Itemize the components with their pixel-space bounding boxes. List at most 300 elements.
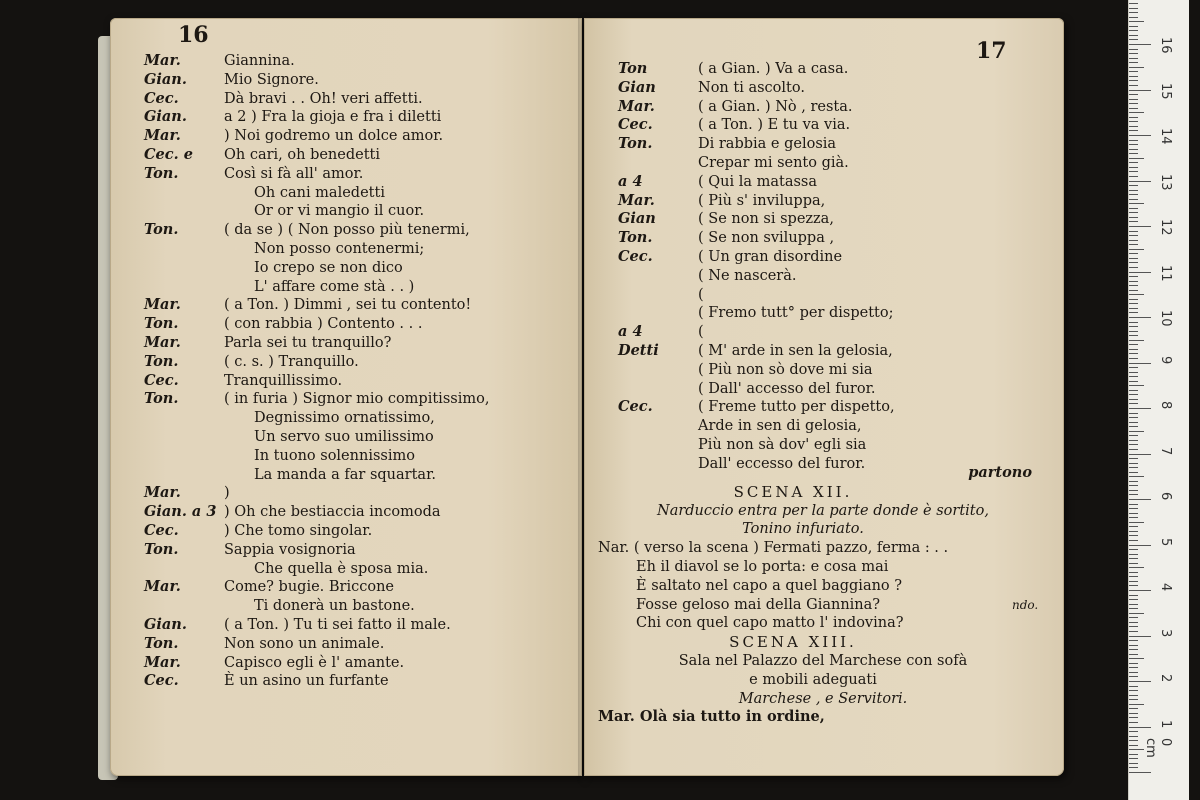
ruler-tick <box>1129 690 1138 691</box>
ruler-tick <box>1129 394 1138 395</box>
dialogue-line <box>144 334 574 353</box>
ruler-tick <box>1129 540 1138 541</box>
ruler-tick <box>1129 117 1138 118</box>
ruler-tick <box>1129 217 1138 218</box>
dialogue-line <box>144 240 574 259</box>
dialogue-line <box>144 353 574 372</box>
line-text: Che quella è sposa mia. <box>254 560 429 577</box>
ruler-tick <box>1129 717 1138 718</box>
ruler-tick <box>1129 344 1138 345</box>
ruler-tick <box>1129 121 1138 122</box>
dialogue-line <box>618 323 1038 342</box>
line-text: ( Se non sviluppa , <box>698 230 835 247</box>
ruler-tick <box>1129 572 1138 573</box>
dialogue-line <box>144 184 574 203</box>
dialogue-line <box>144 296 574 315</box>
speaker-label: Mar. <box>144 578 181 596</box>
ruler-tick <box>1129 185 1138 186</box>
ruler-tick <box>1129 171 1138 172</box>
ruler-tick <box>1129 417 1138 418</box>
ruler-tick <box>1129 49 1138 50</box>
dialogue-line <box>144 221 574 240</box>
line-text: ( Un gran disordine <box>698 248 843 265</box>
line-text: ) Che tomo singolar. <box>224 522 373 539</box>
dialogue-line <box>618 417 1038 436</box>
speaker-label: Mar. <box>618 191 655 209</box>
ruler-tick <box>1129 208 1138 209</box>
right-page <box>584 18 1064 776</box>
speaker-label: Ton. <box>144 164 179 182</box>
speaker-label: Ton. <box>144 315 179 333</box>
line-text: a 2 ) Fra la gioja e fra i diletti <box>224 109 442 126</box>
ruler-label: 14 <box>1158 128 1173 145</box>
ruler-tick <box>1129 526 1138 527</box>
ruler-tick <box>1129 576 1138 577</box>
speaker-label: Cec. <box>144 672 179 690</box>
ruler-tick <box>1129 221 1138 222</box>
ruler-tick <box>1129 490 1138 491</box>
ruler-tick <box>1129 431 1144 432</box>
ruler-tick <box>1129 758 1138 759</box>
line-text: ) <box>224 485 230 502</box>
ruler-tick <box>1129 58 1138 59</box>
ruler-tick <box>1129 340 1144 341</box>
speaker-label: Mar. <box>144 296 181 314</box>
ruler-label: 6 <box>1158 492 1173 501</box>
ruler-tick <box>1129 76 1138 77</box>
dialogue-line <box>144 522 574 541</box>
ruler-label: 13 <box>1158 173 1173 191</box>
ruler-tick <box>1129 554 1138 555</box>
dialogue-line <box>618 286 1038 305</box>
ruler-tick <box>1129 699 1138 700</box>
ruler-tick <box>1129 262 1138 263</box>
stage-direction: Narduccio entra per la parte donde è sortito, <box>657 502 989 519</box>
ruler-tick <box>1129 745 1138 746</box>
ruler-tick <box>1129 590 1151 591</box>
dialogue-line <box>618 436 1038 455</box>
ruler-tick <box>1129 308 1138 309</box>
ruler-tick <box>1129 21 1144 22</box>
left-page-text <box>144 52 574 691</box>
ruler-tick <box>1129 17 1138 18</box>
line-text: In tuono solennissimo <box>254 447 415 464</box>
ruler-tick <box>1129 372 1138 373</box>
ruler-tick <box>1129 585 1138 586</box>
ruler-tick <box>1129 126 1138 127</box>
line-text: ( <box>698 324 704 341</box>
speaker-label: Mar. <box>618 97 655 115</box>
ruler-tick <box>1129 622 1138 623</box>
speaker-label: Gian <box>618 210 656 228</box>
ruler-tick <box>1129 112 1144 113</box>
line-text: ( Freme tutto per dispetto, <box>698 399 895 416</box>
ruler-tick <box>1129 413 1138 414</box>
ruler-tick <box>1129 440 1138 441</box>
speaker-label: Mar. <box>144 333 181 351</box>
line-text: ( Più non sò dove mi sia <box>698 361 873 378</box>
ruler-label: 5 <box>1158 537 1173 546</box>
speaker-label: a 4 <box>618 323 643 341</box>
speaker-label: Detti <box>618 341 659 359</box>
dialogue-line: Chi con quel capo matto l' indovina? <box>636 615 904 632</box>
line-text: Degnissimo ornatissimo, <box>254 410 435 427</box>
ruler-tick <box>1129 130 1138 131</box>
speaker-label: Mar. <box>144 52 181 69</box>
dialogue-line <box>144 165 574 184</box>
dialogue-line: Fosse geloso mai della Giannina? <box>636 596 881 613</box>
ruler-tick <box>1129 613 1144 614</box>
right-page-text <box>618 60 1038 474</box>
line-text: Dall' eccesso del furor. <box>698 455 866 472</box>
dialogue-line <box>144 672 574 691</box>
line-text: Così si fà all' amor. <box>224 165 364 182</box>
dialogue-line <box>618 98 1038 117</box>
ruler-label: 7 <box>1158 446 1173 455</box>
speaker-label: Ton. <box>144 540 179 558</box>
dialogue-line <box>144 390 574 409</box>
speaker-label: Ton. <box>618 135 653 153</box>
ruler-tick <box>1129 626 1138 627</box>
line-text: Capisco egli è l' amante. <box>224 654 405 671</box>
ruler-tick <box>1129 8 1138 9</box>
speaker-label: Ton. <box>144 390 179 408</box>
ruler-tick <box>1129 631 1138 632</box>
speaker-label: Gian. <box>144 108 187 126</box>
ruler-tick <box>1129 231 1138 232</box>
ruler-tick <box>1129 317 1151 318</box>
dialogue-line <box>144 597 574 616</box>
ruler-tick <box>1129 636 1151 637</box>
line-text: Sappia vosignoria <box>224 541 356 558</box>
dialogue-line <box>144 108 574 127</box>
ruler-tick <box>1129 53 1138 54</box>
page-number: 16 <box>178 22 209 48</box>
speaker-label: Cec. <box>144 89 179 107</box>
ruler-tick <box>1129 649 1138 650</box>
line-text: Come? bugie. Briccone <box>224 579 394 596</box>
line-text: Crepar mi sento già. <box>698 154 849 171</box>
line-text: Mio Signore. <box>224 71 319 88</box>
dialogue-line <box>144 71 574 90</box>
ruler-label: 11 <box>1158 264 1173 282</box>
ruler-tick <box>1129 736 1138 737</box>
dialogue-line <box>144 447 574 466</box>
dialogue-line <box>144 278 574 297</box>
ruler-tick <box>1129 181 1151 182</box>
ruler-tick <box>1129 135 1151 136</box>
ruler-tick <box>1129 458 1138 459</box>
ruler-tick <box>1129 654 1138 655</box>
ruler-tick <box>1129 695 1138 696</box>
ruler-tick <box>1129 727 1151 728</box>
ruler-tick <box>1129 767 1138 768</box>
ruler-tick <box>1129 617 1138 618</box>
line-text: Arde in sen di gelosia, <box>698 418 862 435</box>
dialogue-line <box>144 466 574 485</box>
ruler-tick <box>1129 312 1138 313</box>
dialogue-line <box>144 560 574 579</box>
dialogue-line <box>144 127 574 146</box>
line-text: ( Ne nascerà. <box>698 267 797 284</box>
ruler-tick <box>1129 472 1138 473</box>
ruler-tick <box>1129 713 1138 714</box>
line-text: ( Più s' inviluppa, <box>698 192 826 209</box>
ruler-label: 10 <box>1158 310 1173 327</box>
ruler-tick <box>1129 403 1138 404</box>
line-text: ( Se non si spezza, <box>698 211 834 228</box>
scene-persons: Marchese , e Servitori. <box>738 690 908 707</box>
ruler-label: 0 cm <box>1143 738 1173 758</box>
ruler-tick <box>1129 85 1138 86</box>
dialogue-line <box>144 484 574 503</box>
dialogue-line <box>618 229 1038 248</box>
line-text: L' affare come stà . . ) <box>254 278 415 295</box>
speaker-label: Cec. <box>618 247 653 265</box>
speaker-label: Ton. <box>144 221 179 239</box>
ruler-tick <box>1129 176 1138 177</box>
line-text: ) Oh che bestiaccia incomoda <box>224 504 441 521</box>
ruler-tick <box>1129 71 1138 72</box>
ruler-tick <box>1129 608 1138 609</box>
ruler-tick <box>1129 194 1138 195</box>
line-text: ( c. s. ) Tranquillo. <box>224 353 359 370</box>
dialogue-line: Mar. Olà sia tutto in ordine, <box>598 708 825 726</box>
ruler-tick <box>1129 658 1144 659</box>
line-text: ( da se ) ( Non posso più tenermi, <box>224 222 470 239</box>
speaker-label: Gian. a 3 <box>144 503 217 521</box>
speaker-label: Gian. <box>144 70 187 88</box>
ruler-tick <box>1129 494 1138 495</box>
scene-setting: Sala nel Palazzo del Marchese con sofà <box>678 652 968 669</box>
ruler-tick <box>1129 140 1138 141</box>
ruler-tick <box>1129 535 1138 536</box>
ruler-tick <box>1129 281 1138 282</box>
dialogue-line <box>618 304 1038 323</box>
ruler-tick <box>1129 604 1138 605</box>
exit-direction-line <box>618 464 1048 483</box>
dialogue-line <box>618 267 1038 286</box>
ruler-tick <box>1129 399 1138 400</box>
speaker-label: Ton. <box>618 229 653 247</box>
ruler-tick <box>1129 772 1151 773</box>
speaker-label: Cec. <box>144 371 179 389</box>
ruler-tick <box>1129 62 1138 63</box>
dialogue-line <box>618 192 1038 211</box>
ruler-tick <box>1129 276 1138 277</box>
ruler-tick <box>1129 335 1138 336</box>
dialogue-line <box>618 248 1038 267</box>
ruler-tick <box>1129 35 1138 36</box>
ruler-tick <box>1129 513 1138 514</box>
exit-direction: partono <box>968 464 1032 481</box>
ruler-tick <box>1129 531 1138 532</box>
ruler-tick <box>1129 640 1138 641</box>
line-text: Non posso contenermi; <box>254 240 425 257</box>
ruler-tick <box>1129 3 1138 4</box>
ruler-label: 8 <box>1158 401 1173 410</box>
ruler-tick <box>1129 326 1138 327</box>
speaker-label: Cec. <box>618 398 653 416</box>
dialogue-line <box>618 210 1038 229</box>
ruler-tick <box>1129 322 1138 323</box>
speaker-label: Cec. e <box>144 145 193 163</box>
ruler-tick <box>1129 517 1138 518</box>
line-text: Dà bravi . . Oh! veri affetti. <box>224 90 423 107</box>
ruler-tick <box>1129 294 1144 295</box>
ruler-tick <box>1129 253 1138 254</box>
ruler-tick <box>1129 454 1151 455</box>
ruler-tick <box>1129 272 1151 273</box>
ruler-tick <box>1129 267 1138 268</box>
ruler-tick <box>1129 244 1138 245</box>
ruler-tick <box>1129 563 1138 564</box>
scene-title: SCENA XIII. <box>729 633 857 652</box>
ruler-tick <box>1129 353 1138 354</box>
ruler-tick <box>1129 226 1151 227</box>
line-text: Or or vi mangio il cuor. <box>254 203 425 220</box>
ruler-tick <box>1129 349 1138 350</box>
ruler-tick <box>1129 508 1138 509</box>
line-text: Tranquillissimo. <box>224 372 343 389</box>
ruler-tick <box>1129 504 1138 505</box>
ruler-tick <box>1129 358 1138 359</box>
ruler-tick <box>1129 449 1138 450</box>
line-text: ( a Gian. ) Va a casa. <box>698 61 849 77</box>
dialogue-line <box>144 428 574 447</box>
dialogue-line <box>618 60 1038 79</box>
line-text: Un servo suo umilissimo <box>254 428 434 445</box>
dialogue-line: Eh il diavol se lo porta: e cosa mai <box>636 558 889 575</box>
ruler-tick <box>1129 722 1138 723</box>
dialogue-line <box>144 146 574 165</box>
ruler-tick <box>1129 681 1151 682</box>
ruler-tick <box>1129 249 1144 250</box>
dialogue-line <box>144 635 574 654</box>
ruler-tick <box>1129 258 1138 259</box>
dialogue-line <box>144 616 574 635</box>
right-page-lower-text <box>598 464 1048 727</box>
speaker-label: Mar. <box>144 127 181 145</box>
line-text: È un asino un furfante <box>224 673 389 690</box>
ruler-tick <box>1129 162 1138 163</box>
ruler-tick <box>1129 463 1138 464</box>
line-text: ( M' arde in sen la gelosia, <box>698 342 893 359</box>
ruler-tick <box>1129 740 1138 741</box>
ruler-tick <box>1129 153 1138 154</box>
speaker-label: Cec. <box>144 521 179 539</box>
ruler-label: 9 <box>1158 355 1173 364</box>
ruler-tick <box>1129 94 1138 95</box>
ruler-tick <box>1129 581 1138 582</box>
dialogue-line <box>618 361 1038 380</box>
ruler-tick <box>1129 199 1138 200</box>
ruler-tick <box>1129 390 1138 391</box>
dialogue-line <box>618 135 1038 154</box>
dialogue-line: È saltato nel capo a quel baggiano ? <box>636 577 903 594</box>
ruler-tick <box>1129 290 1138 291</box>
ruler-tick <box>1129 731 1138 732</box>
ruler-tick <box>1129 754 1138 755</box>
ruler-tick <box>1129 12 1138 13</box>
ruler-tick <box>1129 190 1138 191</box>
left-page <box>110 18 582 776</box>
ruler-label: 16 <box>1158 37 1173 54</box>
ruler-label: 15 <box>1158 82 1173 100</box>
ruler-tick <box>1129 26 1138 27</box>
dialogue-line <box>144 202 574 221</box>
ruler-tick <box>1129 376 1138 377</box>
ruler-tick <box>1129 499 1151 500</box>
ruler-tick <box>1129 672 1138 673</box>
ruler-tick <box>1129 545 1151 546</box>
ruler-tick <box>1129 103 1138 104</box>
ruler-tick <box>1129 676 1138 677</box>
line-text: Più non sà dov' egli sia <box>698 436 867 453</box>
ruler-tick <box>1129 595 1138 596</box>
line-text: ( <box>698 286 704 303</box>
ruler-tick <box>1129 704 1144 705</box>
dialogue-line <box>618 342 1038 361</box>
ruler-tick <box>1129 567 1144 568</box>
ruler-tick <box>1129 167 1138 168</box>
ruler-tick <box>1129 285 1138 286</box>
ruler-tick <box>1129 158 1144 159</box>
scene-title: SCENA XII. <box>733 482 853 501</box>
line-text: ( a Ton. ) E tu va via. <box>698 117 851 134</box>
line-text: ( a Gian. ) Nò , resta. <box>698 98 853 115</box>
ruler-label: 3 <box>1158 628 1173 637</box>
line-text: ( Qui la matassa <box>698 173 818 190</box>
ruler-tick <box>1129 467 1138 468</box>
ruler-tick <box>1129 144 1138 145</box>
speaker-label: Gian <box>618 78 656 96</box>
ruler-tick <box>1129 30 1138 31</box>
line-text: Io crepo se non dico <box>254 259 403 276</box>
dialogue-line <box>618 116 1038 135</box>
ruler-tick <box>1129 476 1144 477</box>
line-text: Oh cani maledetti <box>254 184 385 201</box>
line-text: Ti donerà un bastone. <box>254 598 415 615</box>
dialogue-line <box>144 503 574 522</box>
ruler-tick <box>1129 363 1151 364</box>
ruler-tick <box>1129 422 1138 423</box>
measurement-ruler <box>1128 0 1189 800</box>
dialogue-line <box>144 90 574 109</box>
ruler-label: 1 <box>1158 719 1173 728</box>
ruler-tick <box>1129 549 1138 550</box>
ruler-tick <box>1129 485 1138 486</box>
ruler-tick <box>1129 708 1138 709</box>
ruler-tick <box>1129 203 1144 204</box>
speaker-label: a 4 <box>618 172 643 190</box>
ruler-tick <box>1129 667 1138 668</box>
line-text: Non sono un animale. <box>224 635 385 652</box>
ruler-tick <box>1129 435 1138 436</box>
speaker-label: Gian. <box>144 615 187 633</box>
speaker-label: Ton. <box>144 634 179 652</box>
ruler-tick <box>1129 558 1138 559</box>
line-text: Oh cari, oh benedetti <box>224 146 381 163</box>
ruler-tick <box>1129 444 1138 445</box>
ruler-label: 12 <box>1158 219 1173 236</box>
dialogue-line: Nar. ( verso la scena ) Fermati pazzo, ferma : . . <box>598 540 949 557</box>
dialogue-line <box>144 315 574 334</box>
ruler-tick <box>1129 481 1138 482</box>
ruler-tick <box>1129 212 1138 213</box>
ruler-tick <box>1129 645 1138 646</box>
ruler-tick <box>1129 763 1138 764</box>
